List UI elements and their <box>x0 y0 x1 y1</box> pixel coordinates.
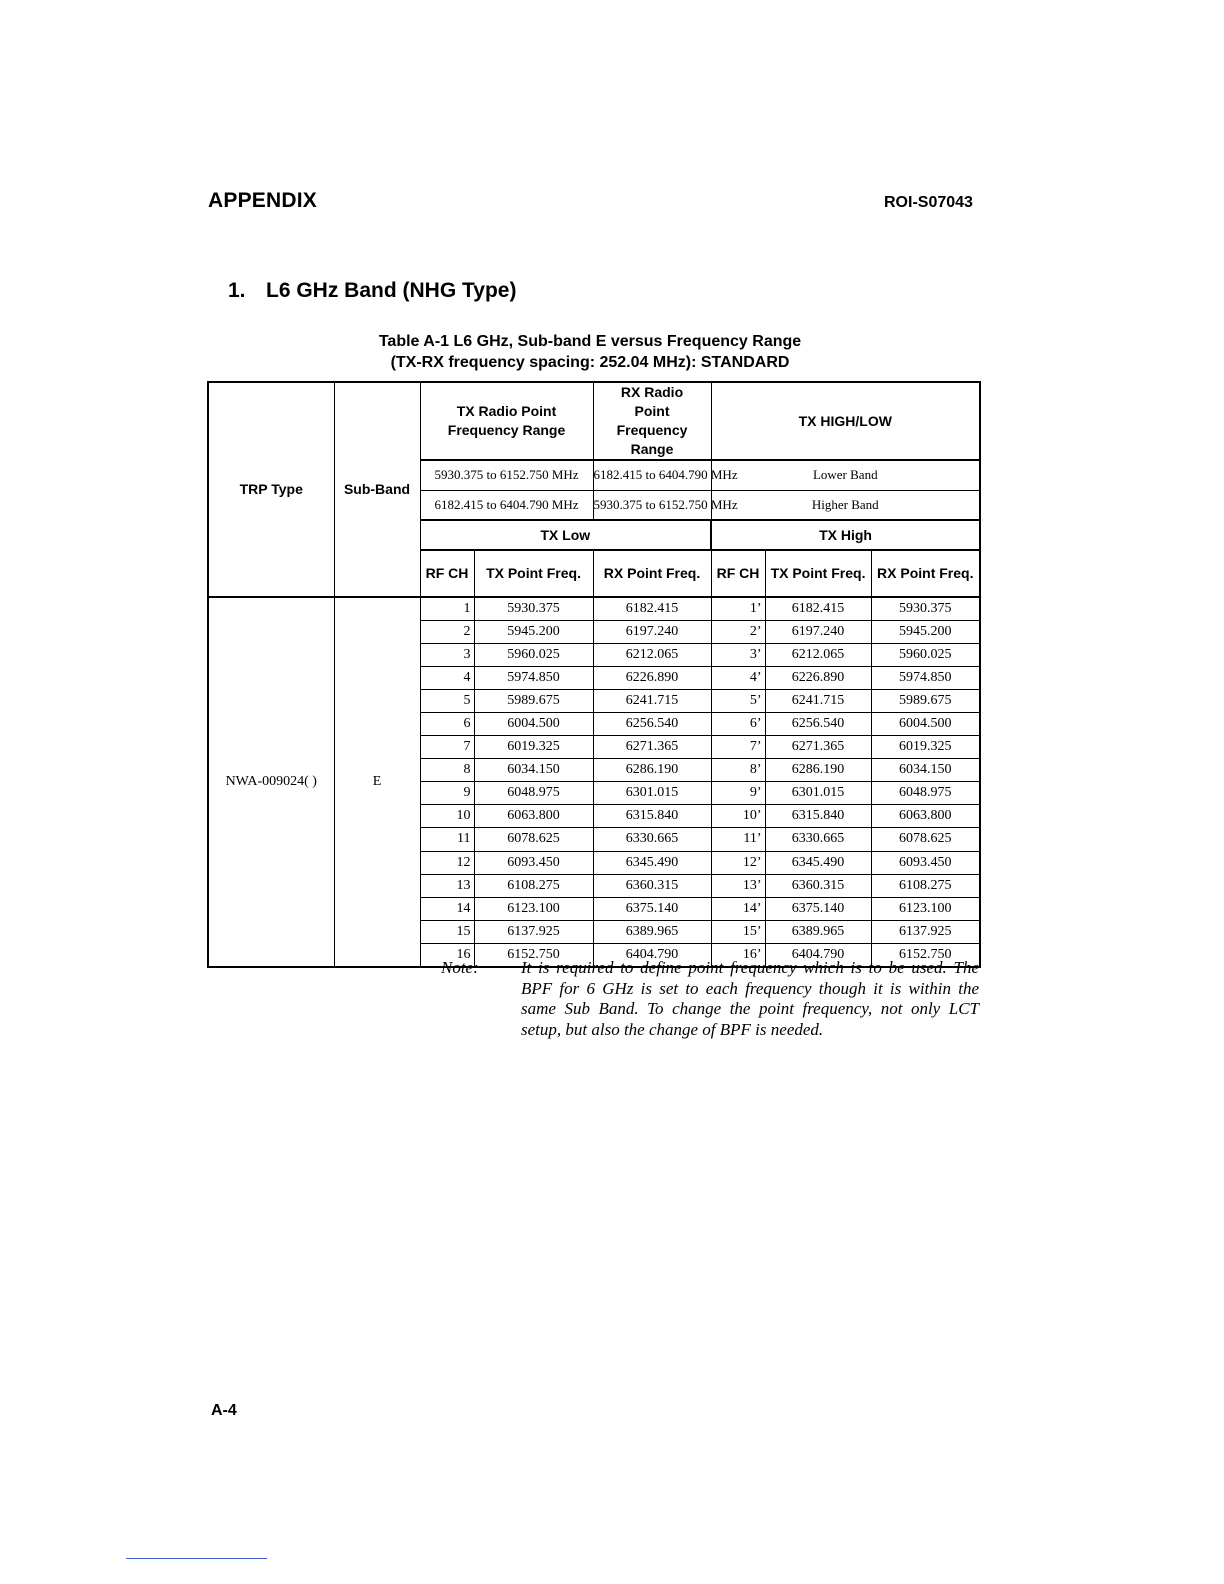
rx-point-freq: 6256.540 <box>593 712 711 735</box>
rx-point-freq-header: RX Point Freq. <box>593 550 711 597</box>
tx-point-freq: 6063.800 <box>474 805 593 828</box>
tx-point-freq: 5989.675 <box>474 689 593 712</box>
rx-point-freq-high: 6137.925 <box>871 920 980 943</box>
tx-high-header: TX High <box>711 520 980 550</box>
rx-point-freq-high: 6152.750 <box>871 943 980 966</box>
section-heading <box>228 279 516 303</box>
tx-point-freq-high: 6286.190 <box>765 759 871 782</box>
rf-channel: 2 <box>420 620 474 643</box>
tx-point-freq-high: 6345.490 <box>765 851 871 874</box>
rf-channel: 7 <box>420 736 474 759</box>
rx-point-freq: 6182.415 <box>593 597 711 620</box>
rx-point-freq: 6375.140 <box>593 897 711 920</box>
rf-channel-high: 5’ <box>711 689 765 712</box>
rx-point-freq-high: 5989.675 <box>871 689 980 712</box>
tx-point-freq: 6004.500 <box>474 712 593 735</box>
rf-ch-header: RF CH <box>420 550 474 597</box>
rx-point-freq: 6286.190 <box>593 759 711 782</box>
table-caption-line1: Table A-1 L6 GHz, Sub-band E versus Frequency Range <box>378 333 802 350</box>
tx-point-freq: 6108.275 <box>474 874 593 897</box>
rx-point-freq: 6360.315 <box>593 874 711 897</box>
rx-point-freq: 6330.665 <box>593 828 711 851</box>
tx-point-freq: 6078.625 <box>474 828 593 851</box>
tx-point-freq-high: 6375.140 <box>765 897 871 920</box>
rx-point-freq: 6301.015 <box>593 782 711 805</box>
tx-point-freq: 6137.925 <box>474 920 593 943</box>
tx-point-freq-high: 6197.240 <box>765 620 871 643</box>
rx-point-freq: 6404.790 <box>593 943 711 966</box>
rf-channel: 14 <box>420 897 474 920</box>
rf-channel: 1 <box>420 597 474 620</box>
rf-channel-high: 10’ <box>711 805 765 828</box>
rf-channel: 3 <box>420 643 474 666</box>
tx-point-freq-high: 6389.965 <box>765 920 871 943</box>
trp-type-header: TRP Type <box>208 382 334 597</box>
rx-point-freq-high: 6063.800 <box>871 805 980 828</box>
rf-channel-high: 1’ <box>711 597 765 620</box>
frequency-table <box>207 381 981 968</box>
rx-point-freq-high: 5945.200 <box>871 620 980 643</box>
rf-channel-high: 7’ <box>711 736 765 759</box>
tx-point-freq-high: 6226.890 <box>765 666 871 689</box>
rf-channel: 11 <box>420 828 474 851</box>
rf-channel: 6 <box>420 712 474 735</box>
note-label: Note: <box>441 958 479 977</box>
tx-point-freq: 5945.200 <box>474 620 593 643</box>
tx-point-freq-high: 6315.840 <box>765 805 871 828</box>
header-doc-id: ROI-S07043 <box>884 194 973 211</box>
rf-channel: 10 <box>420 805 474 828</box>
page-number: A-4 <box>211 1402 237 1419</box>
tx-point-freq: 5960.025 <box>474 643 593 666</box>
tx-low-header: TX Low <box>420 520 711 550</box>
tx-point-freq: 6123.100 <box>474 897 593 920</box>
rf-channel-high: 11’ <box>711 828 765 851</box>
rf-channel-high: 12’ <box>711 851 765 874</box>
rf-channel: 13 <box>420 874 474 897</box>
tx-point-freq-high-header: TX Point Freq. <box>765 550 871 597</box>
rf-channel-high: 6’ <box>711 712 765 735</box>
tx-point-freq: 6019.325 <box>474 736 593 759</box>
tx-point-freq: 6034.150 <box>474 759 593 782</box>
rx-point-freq: 6315.840 <box>593 805 711 828</box>
table-caption-line2: (TX-RX frequency spacing: 252.04 MHz): STANDARD <box>390 354 790 371</box>
sub-band-header: Sub-Band <box>334 382 420 597</box>
tx-highlow-header: TX HIGH/LOW <box>711 382 980 460</box>
header-appendix: APPENDIX <box>208 189 317 212</box>
rf-channel: 5 <box>420 689 474 712</box>
band-row-1-tx: 5930.375 to 6152.750 MHz <box>420 460 593 490</box>
rf-channel: 4 <box>420 666 474 689</box>
tx-point-freq-header: TX Point Freq. <box>474 550 593 597</box>
rf-channel-high: 16’ <box>711 943 765 966</box>
rf-channel-high: 13’ <box>711 874 765 897</box>
tx-point-freq-high: 6182.415 <box>765 597 871 620</box>
tx-point-freq-high: 6241.715 <box>765 689 871 712</box>
rf-channel-high: 9’ <box>711 782 765 805</box>
rx-point-freq-high: 6093.450 <box>871 851 980 874</box>
rf-channel: 9 <box>420 782 474 805</box>
rx-point-freq: 6197.240 <box>593 620 711 643</box>
sub-band-value: E <box>334 597 420 967</box>
tx-point-freq: 6152.750 <box>474 943 593 966</box>
tx-point-freq-high: 6301.015 <box>765 782 871 805</box>
tx-point-freq-high: 6330.665 <box>765 828 871 851</box>
section-title: L6 GHz Band (NHG Type) <box>266 279 517 302</box>
band-row-2-band: Higher Band <box>711 490 980 520</box>
tx-point-freq-high: 6271.365 <box>765 736 871 759</box>
tx-point-freq: 6093.450 <box>474 851 593 874</box>
rf-channel-high: 8’ <box>711 759 765 782</box>
rx-point-freq: 6241.715 <box>593 689 711 712</box>
band-row-1-rx: 6182.415 to 6404.790 MHz <box>593 460 711 490</box>
trp-type-value: NWA-009024( ) <box>208 597 334 967</box>
rx-point-freq: 6226.890 <box>593 666 711 689</box>
tx-point-freq: 6048.975 <box>474 782 593 805</box>
section-number: 1. <box>228 279 246 302</box>
rf-channel-high: 15’ <box>711 920 765 943</box>
table-row <box>208 597 980 620</box>
tx-point-freq: 5930.375 <box>474 597 593 620</box>
footer-rule <box>126 1558 267 1559</box>
rx-point-freq-high: 6108.275 <box>871 874 980 897</box>
tx-point-freq-high: 6360.315 <box>765 874 871 897</box>
rf-channel: 8 <box>420 759 474 782</box>
rx-point-freq: 6271.365 <box>593 736 711 759</box>
rx-point-freq-high: 6034.150 <box>871 759 980 782</box>
tx-point-freq-high: 6404.790 <box>765 943 871 966</box>
tx-point-freq: 5974.850 <box>474 666 593 689</box>
rx-point-freq-high: 6123.100 <box>871 897 980 920</box>
band-row-1-band: Lower Band <box>711 460 980 490</box>
rx-point-freq-high-header: RX Point Freq. <box>871 550 980 597</box>
note-text: It is required to define point frequency which is to be used. The BPF for 6 GHz is set to each frequency though it is within the same Sub Band. To change the point frequency, not only LCT setup, but also the change of BPF is needed. <box>521 958 979 1039</box>
rf-channel: 12 <box>420 851 474 874</box>
band-row-2-rx: 5930.375 to 6152.750 MHz <box>593 490 711 520</box>
rx-point-freq-high: 6048.975 <box>871 782 980 805</box>
tx-point-freq-high: 6212.065 <box>765 643 871 666</box>
rx-point-freq-high: 5930.375 <box>871 597 980 620</box>
tx-range-header: TX Radio Point Frequency Range <box>420 382 593 460</box>
rx-point-freq: 6212.065 <box>593 643 711 666</box>
rx-point-freq-high: 5960.025 <box>871 643 980 666</box>
band-row-2-tx: 6182.415 to 6404.790 MHz <box>420 490 593 520</box>
rf-channel-high: 4’ <box>711 666 765 689</box>
rf-channel: 15 <box>420 920 474 943</box>
rf-channel: 16 <box>420 943 474 966</box>
rf-channel-high: 14’ <box>711 897 765 920</box>
tx-point-freq-high: 6256.540 <box>765 712 871 735</box>
rx-point-freq-high: 6019.325 <box>871 736 980 759</box>
rx-point-freq-high: 6078.625 <box>871 828 980 851</box>
rx-point-freq: 6345.490 <box>593 851 711 874</box>
rx-range-header: RX Radio Point Frequency Range <box>593 382 711 460</box>
rf-channel-high: 3’ <box>711 643 765 666</box>
rf-ch-high-header: RF CH <box>711 550 765 597</box>
rf-channel-high: 2’ <box>711 620 765 643</box>
rx-point-freq-high: 5974.850 <box>871 666 980 689</box>
rx-point-freq: 6389.965 <box>593 920 711 943</box>
rx-point-freq-high: 6004.500 <box>871 712 980 735</box>
